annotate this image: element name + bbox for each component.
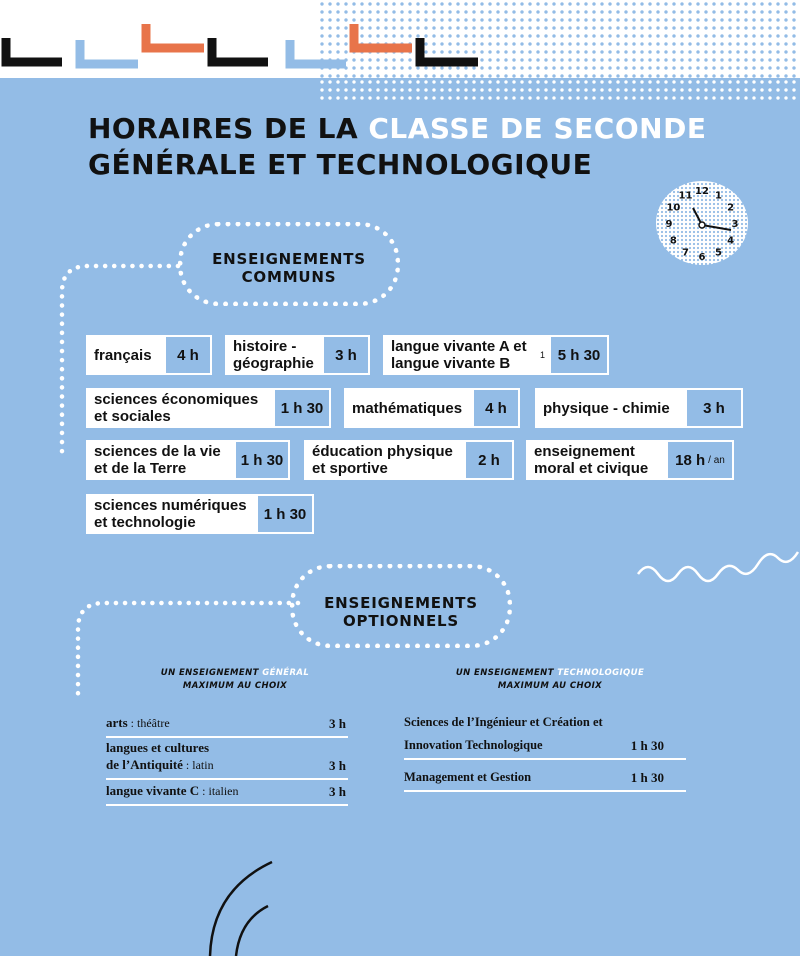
- subject-name: physique - chimie: [543, 399, 670, 417]
- subject-name: sciences de la vie et de la Terre: [94, 443, 221, 477]
- clock-number: 7: [682, 247, 689, 259]
- clock-number: 11: [678, 190, 693, 202]
- option-label-line2: de l’Antiquité: [106, 757, 183, 772]
- page-title-line2: GÉNÉRALE ET TECHNOLOGIQUE: [88, 148, 593, 181]
- subject-card-emc: [526, 440, 734, 480]
- subject-card-mathematiques: [344, 388, 520, 428]
- clock-number: 1: [715, 190, 722, 202]
- subject-name: sciences économiques et sociales: [94, 391, 259, 425]
- title-highlight: CLASSE DE SECONDE: [368, 112, 707, 145]
- option-label: [106, 782, 239, 800]
- common-heading-line2: COMMUNS: [241, 268, 337, 286]
- subject-hours: 3 h: [324, 337, 368, 373]
- subject-card-ses: [86, 388, 331, 428]
- subject-name: mathématiques: [352, 399, 463, 417]
- title-part1: HORAIRES DE LA: [88, 112, 369, 145]
- option-label: Management et Gestion: [404, 770, 532, 784]
- subject-hours: 5 h 30: [551, 337, 607, 373]
- option-row-management: [404, 766, 686, 792]
- clock-number: 4: [727, 235, 735, 247]
- subject-hours: 4 h: [166, 337, 210, 373]
- tech-subtitle-line2: MAXIMUM AU CHOIX: [497, 681, 603, 691]
- clock-number: 2: [727, 202, 735, 214]
- subject-name: enseignement moral et civique: [534, 443, 649, 477]
- option-label-text: langue vivante C: [106, 783, 200, 798]
- subject-hours: 1 h 30: [236, 442, 288, 478]
- subject-hours-suffix: / an: [708, 454, 725, 466]
- general-subtitle-part1: UN ENSEIGNEMENT: [160, 668, 263, 678]
- subject-card-histoire-geographie: [225, 335, 370, 375]
- subject-card-snt: [86, 494, 314, 534]
- subject-card-francais: [86, 335, 212, 375]
- option-label: [404, 714, 603, 754]
- clock-number: 5: [715, 247, 722, 259]
- option-detail: : théâtre: [127, 716, 170, 730]
- option-hours: 1 h 30: [630, 770, 664, 785]
- common-heading: [178, 250, 400, 286]
- subject-name: sciences numériques et technologie: [94, 497, 247, 531]
- option-detail: : italien: [199, 784, 239, 798]
- clock-number: 6: [698, 252, 706, 263]
- option-label: [106, 714, 170, 732]
- clock-number: 9: [665, 219, 673, 230]
- subject-hours: 2 h: [466, 442, 512, 478]
- subject-card-eps: [304, 440, 514, 480]
- clock-number: 12: [695, 186, 709, 197]
- arc-decoration: [190, 850, 310, 956]
- option-label: [106, 739, 214, 774]
- general-subtitle-line2: MAXIMUM AU CHOIX: [182, 681, 288, 691]
- option-hours: 1 h 30: [630, 738, 664, 753]
- clock-number: 10: [666, 202, 681, 214]
- subject-hours: 4 h: [474, 390, 518, 426]
- subject-name-text: langue vivante A et langue vivante B: [391, 338, 527, 372]
- optional-heading: [290, 594, 512, 630]
- optional-heading-line2: OPTIONNELS: [342, 612, 460, 630]
- subject-name: [385, 337, 551, 373]
- wave-decoration: [636, 548, 800, 588]
- option-hours: 3 h: [329, 784, 346, 799]
- subject-card-physique-chimie: [535, 388, 743, 428]
- general-subtitle-highlight: GÉNÉRAL: [262, 668, 310, 678]
- optional-heading-line1: ENSEIGNEMENTS: [324, 594, 478, 612]
- option-hours: 3 h: [329, 758, 346, 773]
- common-heading-line1: ENSEIGNEMENTS: [212, 250, 366, 268]
- subject-hours-value: 18 h: [675, 451, 706, 469]
- technological-subtitle: [430, 667, 670, 693]
- subject-hours: 1 h 30: [275, 390, 329, 426]
- subject-name: français: [94, 346, 152, 364]
- option-row-latin: [106, 738, 348, 780]
- option-row-sici: [404, 716, 686, 760]
- option-label-text: arts: [106, 715, 128, 730]
- clock-number: 8: [669, 235, 677, 247]
- subject-name: éducation physique et sportive: [312, 443, 453, 477]
- option-row-arts: [106, 708, 348, 738]
- subject-card-langues-vivantes: [383, 335, 609, 375]
- footnote-marker: 1: [539, 349, 545, 360]
- clock-number: 3: [731, 219, 739, 230]
- subject-hours: 3 h: [687, 390, 741, 426]
- tech-subtitle-part1: UN ENSEIGNEMENT: [455, 668, 558, 678]
- option-label-line2: Innovation Technologique: [404, 738, 543, 752]
- option-label-line1: Sciences de l’Ingénieur et Création et: [404, 715, 603, 729]
- subject-card-svt: [86, 440, 290, 480]
- option-row-lv-c: [106, 780, 348, 806]
- subject-name: histoire - géographie: [233, 338, 314, 372]
- option-detail: : latin: [182, 758, 214, 772]
- tech-subtitle-highlight: TECHNOLOGIQUE: [557, 668, 645, 678]
- option-label-line1: langues et cultures: [106, 740, 210, 755]
- option-hours: 3 h: [329, 716, 346, 731]
- subject-hours: 1 h 30: [258, 496, 312, 532]
- general-subtitle: [130, 667, 340, 693]
- subject-hours: [668, 442, 732, 478]
